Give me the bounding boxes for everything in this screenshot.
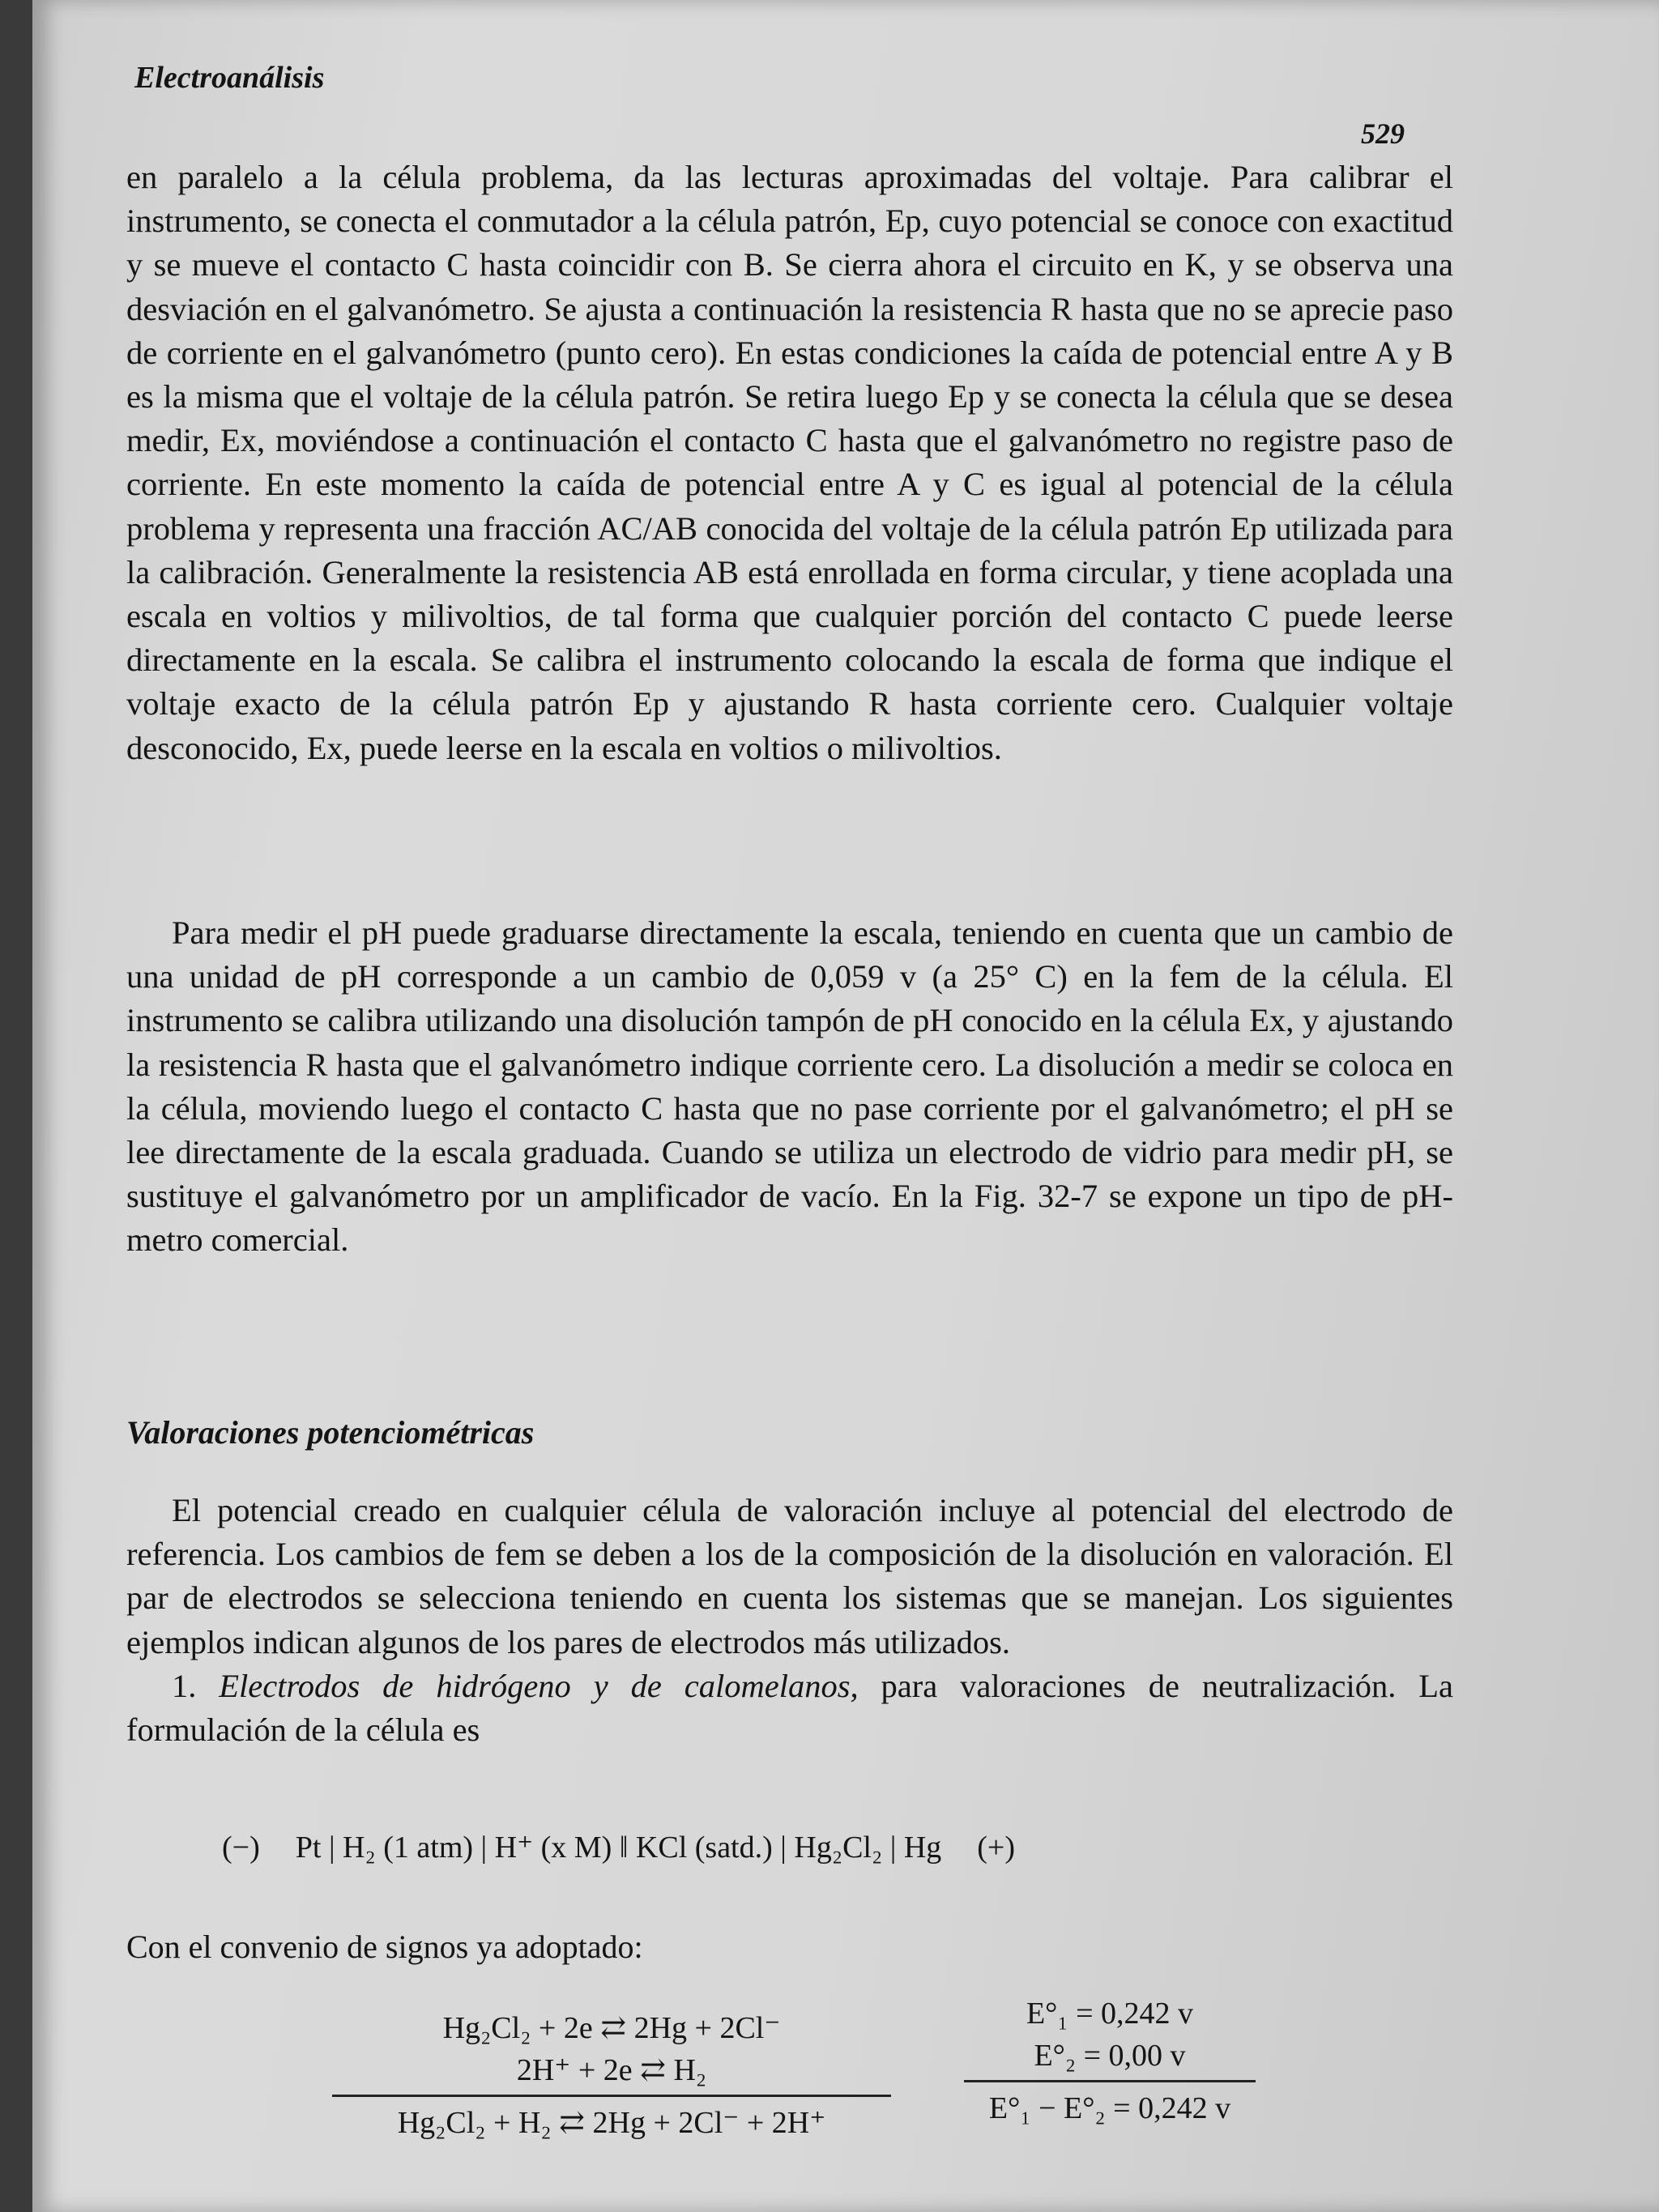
reaction-hydrogen: 2H⁺ + 2e ⇄ H₂	[516, 2053, 707, 2087]
cell-notation: Pt | H₂ (1 atm) | H⁺ (x M) ‖ KCl (satd.) | Hg₂Cl₂ | Hg	[295, 1831, 942, 1865]
cell-formula	[222, 1829, 1015, 1865]
reaction-total: Hg₂Cl₂ + H₂ ⇄ 2Hg + 2Cl⁻ + 2H⁺	[397, 2106, 826, 2140]
convention-text: Con el convenio de signos ya adoptado:	[126, 1929, 643, 1965]
book-page	[32, 0, 1659, 2212]
section-paragraph: El potencial creado en cualquier célula de valoración incluye al potencial del electrodo de referencia. Los cambios de fem se deben a los de la composición de la disolución en valoración. El par de electrodos se selecciona teniendo en cuenta los sistemas que se manejan. Los siguientes ejemplos indican algunos de los pares de electrodos más utilizados.	[126, 1492, 1453, 1660]
potential-2: E°₂ = 0,00 v	[1034, 2039, 1186, 2073]
sum-rule	[332, 2095, 891, 2097]
example-number: 1.	[172, 1667, 197, 1704]
example-text: para valoraciones de neutralización. La formulación de la célula es	[126, 1667, 1453, 1749]
paragraph-text: en paralelo a la célula problema, da las lecturas aproximadas del voltaje. Para calibrar el instrumento, se conecta el conmutador a la célula patrón, Ep, cuyo potencial se conoce con exactitud y se mueve el contacto C hasta coincidir con B. Se cierra ahora el circuito en K, y se observa una desviación en el galvanómetro. Se ajusta a continuación la resistencia R hasta que no se aprecie paso de corriente en el galvanómetro (punto cero). En estas condiciones la caída de potencial entre A y B es la misma que el voltaje de la célula patrón. Se retira luego Ep y se conecta la célula que se desea medir, Ex, moviéndose a continuación el contacto C hasta que el galvanómetro no registre paso de corriente. En este momento la caída de potencial entre A y C es igual al potencial de la célula problema y representa una fracción AC/AB conocida del voltaje de la célula patrón Ep utilizada para la calibración. Generalmente la resistencia AB está enrollada en forma circular, y tiene acoplada una escala en voltios y milivoltios, de tal forma que cualquier porción del contacto C puede leerse directamente en la escala. Se calibra el instrumento colocando la escala de forma que indique el voltaje exacto de la célula patrón Ep y ajustando R hasta corriente cero. Cualquier voltaje desconocido, Ex, puede leerse en la escala en voltios o milivoltios.	[126, 159, 1453, 766]
negative-sign: (−)	[222, 1831, 260, 1865]
positive-sign: (+)	[977, 1831, 1016, 1865]
running-head: Electroanálisis	[134, 61, 325, 95]
reaction-calomel: Hg₂Cl₂ + 2e ⇄ 2Hg + 2Cl⁻	[442, 2011, 781, 2045]
half-reactions	[332, 2007, 891, 2144]
body-paragraph-1	[126, 156, 1453, 770]
page-number: 529	[1361, 117, 1405, 150]
potential-total: E°₁ − E°₂ = 0,242 v	[988, 2091, 1231, 2125]
section-body	[126, 1489, 1453, 1752]
paragraph-text: Para medir el pH puede graduarse directamente la escala, teniendo en cuenta que un cambio de una unidad de pH corresponde a un cambio de 0,059 v (a 25° C) en la fem de la célula. El instrumento se calibra utilizando una disolución tampón de pH conocido en la célula Ex, y ajustando la resistencia R hasta que el galvanómetro indique corriente cero. La disolución a medir se coloca en la célula, moviendo luego el contacto C hasta que no pase corriente por el galvanómetro; el pH se lee directamente de la escala graduada. Cuando se utiliza un electrodo de vidrio para medir pH, se sustituye el galvanómetro por un amplificador de vacío. En la Fig. 32-7 se expone un tipo de pH-metro comercial.	[126, 914, 1453, 1259]
standard-potentials	[964, 1993, 1256, 2129]
body-paragraph-2	[126, 911, 1453, 1263]
potential-1: E°₁ = 0,242 v	[1026, 1997, 1194, 2031]
example-title: Electrodos de hidrógeno y de calomelanos,	[219, 1667, 859, 1704]
section-heading: Valoraciones potenciométricas	[126, 1414, 535, 1451]
example-1	[126, 1664, 1453, 1752]
sum-rule	[964, 2080, 1256, 2082]
